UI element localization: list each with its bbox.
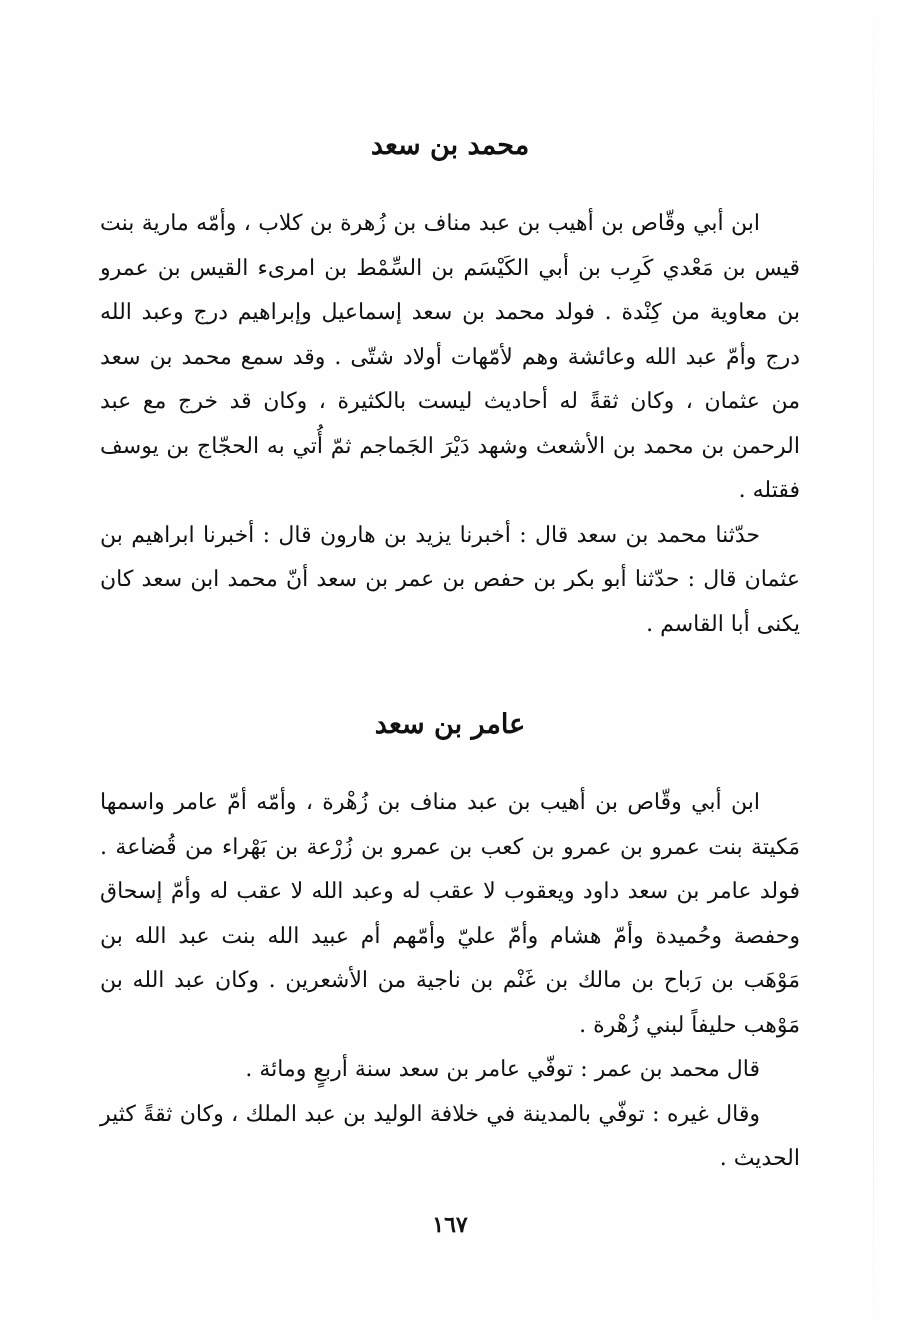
paragraph-amir-lineage: ابن أبي وقّاص بن أهيب بن عبد مناف بن زُهْرة ، وأمّه أمّ عامر واسمها مَكيتة بنت عمرو بن عمرو بن كعب بن عمرو بن زُرْعة بن بَهْراء من قُضاعة . فولد عامر بن سعد داود ويعقوب لا عقب له وعبد الله لا عقب له وأمّ إسحاق وحفصة وحُميدة وأمّ هشام وأمّ عليّ وأمّهم أم عبيد الله بنت عبد الله بن مَوْهَب بن رَباح بن مالك بن غَنْم بن ناجية من الأشعرين . وكان عبد الله بن مَوْهب حليفاً لبني زُهْرة . — [100, 790, 800, 1038]
paragraph-muhammad-narration: حدّثنا محمد بن سعد قال : أخبرنا يزيد بن هارون قال : أخبرنا ابراهيم بن عثمان قال : حدّثنا أبو بكر بن حفص بن عمر بن سعد أنّ محمد ابن سعد كان يكنى أبا القاسم . — [100, 522, 800, 637]
page-number: ١٦٧ — [432, 1212, 468, 1238]
page-edge-shadow — [873, 0, 874, 1337]
section-title-muhammad-ibn-saad: محمد بن سعد — [370, 130, 530, 161]
page-content — [100, 120, 800, 1182]
section-title-amir-ibn-saad: عامر بن سعد — [374, 709, 526, 740]
paragraph-muhammad-lineage: ابن أبي وقّاص بن أهيب بن عبد مناف بن زُهرة بن كلاب ، وأمّه مارية بنت قيس بن مَعْدي كَرِب بن أبي الكَيْسَم بن السِّمْط بن امرىء القيس بن عمرو بن معاوية من كِنْدة . فولد محمد بن سعد إسماعيل وإبراهيم درج وعبد الله درج وأمّ عبد الله وعائشة وهم لأمّهات أولاد شتّى . وقد سمع محمد بن سعد من عثمان ، وكان ثقةً له أحاديث ليست بالكثيرة ، وكان قد خرج مع عبد الرحمن بن محمد بن الأشعث وشهد دَيْرَ الجَماجم ثمّ أُتي به الحجّاج بن يوسف فقتله . — [100, 211, 800, 503]
paragraph-amir-death: قال محمد بن عمر : توفّي عامر بن سعد سنة أربعٍ ومائة . — [245, 1057, 760, 1082]
paragraph-amir-other-report: وقال غيره : توفّي بالمدينة في خلافة الوليد بن عبد الملك ، وكان ثقةً كثير الحديث . — [100, 1101, 800, 1171]
